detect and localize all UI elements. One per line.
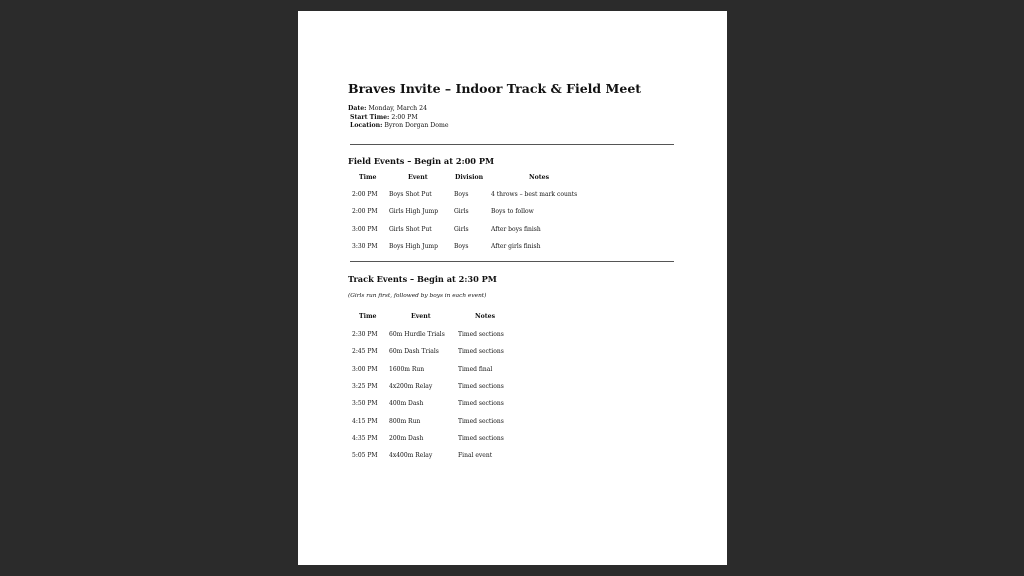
location-value: Byron Dorgan Dome: [384, 122, 449, 130]
table-cell: 800m Run: [389, 417, 421, 425]
table-cell: Boys: [454, 242, 469, 250]
table-cell: 5:05 PM: [352, 452, 378, 460]
table-cell: Boys Shot Put: [389, 191, 432, 198]
table-cell: Timed sections: [458, 434, 504, 442]
table-cell: 4x200m Relay: [389, 382, 433, 390]
table-cell: 2:45 PM: [352, 348, 378, 356]
table-cell: Final event: [458, 452, 493, 460]
table-cell: 60m Dash Trials: [389, 348, 439, 356]
column-header: Event: [411, 313, 431, 320]
table-cell: 1600m Run: [389, 365, 425, 373]
table-cell: Girls High Jump: [389, 208, 439, 216]
start-time-line: [348, 114, 448, 123]
table-cell: Timed sections: [458, 331, 504, 338]
table-cell: Timed sections: [458, 382, 504, 390]
track-events-heading: Track Events – Begin at 2:30 PM: [348, 274, 497, 284]
divider: [350, 144, 674, 145]
table-cell: 3:50 PM: [352, 400, 378, 408]
location-line: [348, 122, 448, 131]
table-cell: Timed final: [458, 365, 493, 373]
document-page: [298, 11, 727, 565]
column-header: Division: [455, 174, 484, 181]
column-header: Notes: [475, 313, 496, 320]
table-cell: Girls: [454, 208, 469, 216]
table-cell: Boys: [454, 191, 469, 198]
table-cell: 3:00 PM: [352, 365, 378, 373]
table-cell: 4x400m Relay: [389, 452, 433, 460]
date-line: [348, 105, 448, 114]
meet-info: [348, 105, 448, 131]
table-cell: Timed sections: [458, 348, 504, 356]
table-cell: 2:30 PM: [352, 331, 378, 338]
table-cell: Girls Shot Put: [389, 225, 432, 233]
date-label: Date:: [348, 105, 367, 112]
table-cell: 3:00 PM: [352, 225, 378, 233]
column-header: Time: [359, 313, 377, 320]
table-cell: 2:00 PM: [352, 208, 378, 216]
table-cell: Boys High Jump: [389, 242, 438, 250]
column-header: Time: [359, 174, 377, 181]
table-cell: 3:25 PM: [352, 382, 378, 390]
table-cell: 400m Dash: [389, 400, 424, 408]
document-title: Braves Invite – Indoor Track & Field Meet: [348, 81, 642, 96]
table-cell: 4:15 PM: [352, 417, 378, 425]
table-cell: 4 throws – best mark counts: [491, 191, 578, 198]
table-cell: Timed sections: [458, 417, 504, 425]
table-cell: 3:30 PM: [352, 242, 378, 250]
table-cell: Timed sections: [458, 400, 504, 408]
table-cell: 200m Dash: [389, 434, 424, 442]
start-time-value: 2:00 PM: [391, 113, 418, 121]
track-events-note: (Girls run first, followed by boys in each event): [348, 293, 487, 299]
table-cell: Girls: [454, 225, 469, 233]
column-header: Event: [408, 174, 428, 181]
column-header: Notes: [529, 174, 550, 181]
table-cell: After girls finish: [491, 242, 541, 250]
divider: [350, 261, 674, 262]
table-cell: After boys finish: [491, 225, 541, 233]
location-label: Location:: [350, 122, 383, 130]
table-cell: Boys to follow: [491, 208, 534, 216]
date-value: Monday, March 24: [368, 105, 428, 112]
table-cell: 4:35 PM: [352, 434, 378, 442]
table-cell: 60m Hurdle Trials: [389, 331, 445, 338]
field-events-heading: Field Events – Begin at 2:00 PM: [348, 156, 495, 166]
table-cell: 2:00 PM: [352, 191, 378, 198]
start-time-label: Start Time:: [350, 113, 390, 121]
